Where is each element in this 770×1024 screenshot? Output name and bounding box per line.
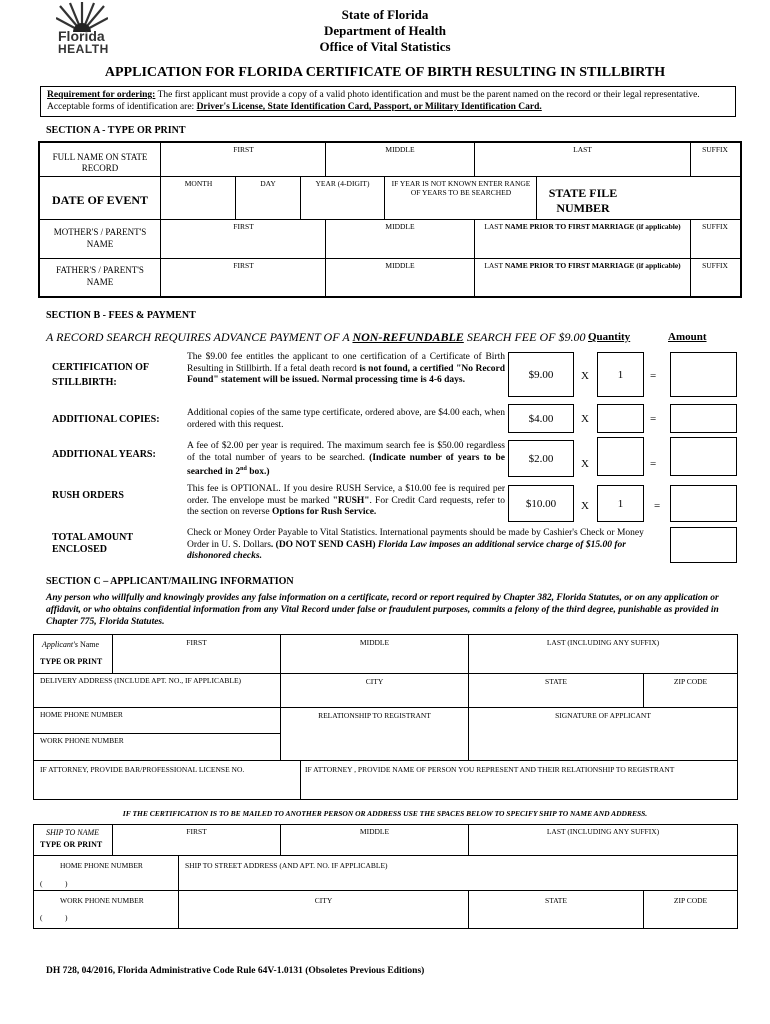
work-phone-field[interactable] xyxy=(36,746,279,759)
name-last-label: LAST xyxy=(573,145,592,154)
ship-work-phone-label: WORK PHONE NUMBER xyxy=(60,896,144,905)
section-a-heading: SECTION A - TYPE OR PRINT xyxy=(46,125,186,136)
florida-health-logo xyxy=(56,2,108,54)
state-file-label: STATE FILE xyxy=(548,186,618,200)
city-field[interactable] xyxy=(282,686,467,706)
signature-label: SIGNATURE OF APPLICANT xyxy=(555,711,651,720)
attorney-represent-field[interactable] xyxy=(302,776,736,798)
year-label: YEAR (4-DIGIT) xyxy=(315,179,370,188)
mother-middle-label: MIDDLE xyxy=(385,222,415,231)
ship-street-label: SHIP TO STREET ADDRESS (AND APT. NO. IF APPLICABLE) xyxy=(185,861,388,870)
rush-price: $10.00 xyxy=(508,485,574,522)
applicant-middle-label: MIDDLE xyxy=(359,638,390,647)
quantity-header: Quantity xyxy=(588,331,631,343)
mother-middle-field[interactable] xyxy=(326,232,473,257)
delivery-address-field[interactable] xyxy=(36,686,279,706)
mother-first-field[interactable] xyxy=(162,232,324,257)
ship-home-phone-paren-open: ( xyxy=(40,879,43,888)
ship-work-phone-paren-close: ) xyxy=(65,913,68,922)
city-label: CITY xyxy=(365,677,384,686)
applicant-first-field[interactable] xyxy=(114,648,279,672)
applicant-last-field[interactable] xyxy=(470,648,736,672)
home-phone-field[interactable] xyxy=(36,720,279,732)
applicant-first-label: FIRST xyxy=(186,638,207,647)
mother-name-label: MOTHER'S / PARENT'S NAME xyxy=(53,227,147,249)
rush-orders-label: RUSH ORDERS xyxy=(52,490,124,501)
header-office: Office of Vital Statistics xyxy=(319,39,451,54)
father-middle-label: MIDDLE xyxy=(385,261,415,270)
ship-to-type-or-print: TYPE OR PRINT xyxy=(40,840,103,849)
state-label: STATE xyxy=(545,677,567,686)
father-suffix-field[interactable] xyxy=(691,271,739,295)
mother-suffix-label: SUFFIX xyxy=(702,222,728,231)
state-file-number-field[interactable] xyxy=(632,178,739,218)
requirement-box xyxy=(40,86,736,117)
attorney-license-field[interactable] xyxy=(36,776,299,798)
full-name-first-field[interactable] xyxy=(162,154,324,175)
additional-years-text: A fee of $2.00 per year is required. The maximum search fee is $50.00 regardless of the total number of years to be searched. (Indicate number of years to be searched in 2nd box.) xyxy=(187,441,505,478)
additional-copies-qty-field[interactable] xyxy=(597,404,644,433)
ship-middle-label: MIDDLE xyxy=(359,827,390,836)
mother-last-field[interactable] xyxy=(475,232,689,257)
ship-to-note: IF THE CERTIFICATION IS TO BE MAILED TO ANOTHER PERSON OR ADDRESS USE THE SPACES BELOW TO SPECIFY SHIP TO NAME AND ADDRESS. xyxy=(122,809,648,818)
false-info-warning: Any person who willfully and knowingly provides any false information on a certificate, record or report required by Chapter 382, Florida Statutes, or on any application or affidavit, or who obtains confidential information from any Vital Record under false or fraudulent purposes, commits a felony of the third degree, punishable as provided in Chapter 775, Florida Statutes. xyxy=(46,593,719,627)
ship-first-field[interactable] xyxy=(114,837,279,854)
section-c-heading: SECTION C – APPLICANT/MAILING INFORMATION xyxy=(46,576,294,587)
date-of-event-label: DATE OF EVENT xyxy=(52,193,149,207)
day-field[interactable] xyxy=(236,190,299,218)
ship-first-label: FIRST xyxy=(186,827,207,836)
search-fee-banner: A RECORD SEARCH REQUIRES ADVANCE PAYMENT OF A NON-REFUNDABLE SEARCH FEE OF $9.00 xyxy=(46,330,586,344)
page-title: APPLICATION FOR FLORIDA CERTIFICATE OF BIRTH RESULTING IN STILLBIRTH xyxy=(104,65,666,80)
year-range-field[interactable] xyxy=(386,198,535,218)
additional-copies-eq: = xyxy=(650,413,657,425)
certification-text: The $9.00 fee entitles the applicant to one certification of a Certificate of Birth Resulting in Stillbirth. If a fetal death record is not found, a certified "No Record Found" statement will be issued. Normal processing time is 4-6 days. xyxy=(187,352,506,385)
additional-years-qty-field[interactable] xyxy=(597,437,644,476)
certification-x: X xyxy=(581,370,589,382)
additional-copies-amount-field[interactable] xyxy=(670,404,737,433)
father-middle-field[interactable] xyxy=(326,271,473,295)
rush-x: X xyxy=(581,500,589,512)
mother-last-prior-label: LAST NAME PRIOR TO FIRST MARRIAGE (if applicable) xyxy=(484,222,681,231)
requirement-id-lead: Acceptable forms of identification are: xyxy=(47,102,197,112)
ship-home-phone-label: HOME PHONE NUMBER xyxy=(60,861,143,870)
certification-eq: = xyxy=(650,370,657,382)
month-field[interactable] xyxy=(162,190,234,218)
ship-middle-field[interactable] xyxy=(282,837,467,854)
father-first-field[interactable] xyxy=(162,271,324,295)
form-footer: DH 728, 04/2016, Florida Administrative Code Rule 64V-1.0131 (Obsoletes Previous Editions) xyxy=(46,966,425,976)
certification-qty-field[interactable]: 1 xyxy=(597,352,644,397)
ship-home-phone-field[interactable] xyxy=(72,874,176,889)
mother-first-label: FIRST xyxy=(233,222,254,231)
ship-state-label: STATE xyxy=(545,896,567,905)
additional-copies-label: ADDITIONAL COPIES: xyxy=(52,414,160,425)
father-suffix-label: SUFFIX xyxy=(702,261,728,270)
ship-city-label: CITY xyxy=(314,896,333,905)
certification-label: CERTIFICATION OF STILLBIRTH: xyxy=(52,362,149,388)
ship-state-field[interactable] xyxy=(470,906,642,927)
year-range-note: IF YEAR IS NOT KNOWN ENTER RANGE OF YEARS TO BE SEARCHED xyxy=(391,179,531,197)
mother-suffix-field[interactable] xyxy=(691,232,739,257)
zip-label: ZIP CODE xyxy=(673,677,708,686)
father-name-label: FATHER'S / PARENT'S NAME xyxy=(56,265,144,287)
additional-copies-x: X xyxy=(581,413,589,425)
attorney-license-label: IF ATTORNEY, PROVIDE BAR/PROFESSIONAL LICENSE NO. xyxy=(40,765,245,774)
year-field[interactable] xyxy=(301,190,383,218)
attorney-represent-label: IF ATTORNEY , PROVIDE NAME OF PERSON YOU REPRESENT AND THEIR RELATIONSHIP TO REGISTRANT xyxy=(305,765,675,774)
rush-orders-text: This fee is OPTIONAL. If you desire RUSH Service, a $10.00 fee is required per order. The envelope must be marked "RUSH". For Credit Card requests, refer to the section on reverse Options for Rush Service. xyxy=(187,484,505,517)
applicant-last-label: LAST (INCLUDING ANY SUFFIX) xyxy=(546,638,660,647)
additional-years-x: X xyxy=(581,458,589,470)
state-field[interactable] xyxy=(470,686,642,706)
certification-price: $9.00 xyxy=(508,352,574,397)
relationship-field[interactable] xyxy=(282,722,467,759)
state-file-number-label: NUMBER xyxy=(556,201,610,215)
rush-amount-field[interactable] xyxy=(670,485,737,522)
name-first-label: FIRST xyxy=(233,145,254,154)
applicant-name-label: Applicant's Name xyxy=(42,640,100,649)
month-label: MONTH xyxy=(184,179,213,188)
logo-text-florida: Florida xyxy=(58,28,105,44)
father-first-label: FIRST xyxy=(233,261,254,270)
home-phone-label: HOME PHONE NUMBER xyxy=(40,710,123,719)
ship-to-name-label: SHIP TO NAME xyxy=(46,828,100,837)
requirement-text: The first applicant must provide a copy of a valid photo identification and must be the parent named on the record or their legal representative. xyxy=(155,90,700,100)
zip-field[interactable] xyxy=(645,686,736,706)
header-state: State of Florida xyxy=(341,7,429,22)
additional-years-eq: = xyxy=(650,458,657,470)
full-name-label: FULL NAME ON STATE RECORD xyxy=(52,152,148,173)
ship-work-phone-paren-open: ( xyxy=(40,913,43,922)
applicant-middle-field[interactable] xyxy=(282,648,467,672)
total-amount-label: TOTAL AMOUNT ENCLOSED xyxy=(52,532,133,555)
section-b-heading: SECTION B - FEES & PAYMENT xyxy=(46,310,196,321)
additional-years-amount-field[interactable] xyxy=(670,437,737,476)
day-label: DAY xyxy=(260,179,276,188)
total-payment-text: Check or Money Order Payable to Vital Statistics. International payments should be made by Cashier's Check or Money Order in U. S. Dollars. (DO NOT SEND CASH) Florida Law imposes an additional service charge of $15.00 for dishonored checks. xyxy=(187,528,644,561)
rush-eq: = xyxy=(654,500,661,512)
ship-work-phone-field[interactable] xyxy=(72,908,176,927)
additional-copies-text: Additional copies of the same type certificate, ordered above, are $4.00 each, when ordered with this request. xyxy=(187,408,505,430)
header-department: Department of Health xyxy=(323,23,447,38)
ship-last-field[interactable] xyxy=(470,837,736,854)
father-last-field[interactable] xyxy=(475,271,689,295)
total-amount-field[interactable] xyxy=(670,527,737,563)
ship-zip-label: ZIP CODE xyxy=(673,896,708,905)
additional-years-price: $2.00 xyxy=(508,440,574,477)
name-suffix-label: SUFFIX xyxy=(702,145,728,154)
signature-field[interactable] xyxy=(470,722,736,759)
full-name-middle-field[interactable] xyxy=(326,154,473,175)
ship-city-field[interactable] xyxy=(180,906,467,927)
applicant-type-or-print: TYPE OR PRINT xyxy=(40,657,103,666)
ship-zip-field[interactable] xyxy=(645,906,736,927)
delivery-address-label: DELIVERY ADDRESS (INCLUDE APT. NO., IF APPLICABLE) xyxy=(40,676,242,685)
ship-street-field[interactable] xyxy=(180,871,736,889)
rush-qty-field[interactable]: 1 xyxy=(597,485,644,522)
ship-last-label: LAST (INCLUDING ANY SUFFIX) xyxy=(546,827,660,836)
relationship-label: RELATIONSHIP TO REGISTRANT xyxy=(318,711,431,720)
additional-copies-price: $4.00 xyxy=(508,404,574,433)
full-name-suffix-field[interactable] xyxy=(691,154,739,175)
requirement-id-list: Driver's License, State Identification Card, Passport, or Military Identification Card. xyxy=(196,102,542,112)
requirement-label: Requirement for ordering: xyxy=(47,90,156,100)
father-last-prior-label: LAST NAME PRIOR TO FIRST MARRIAGE (if applicable) xyxy=(484,261,681,270)
additional-years-label: ADDITIONAL YEARS: xyxy=(52,449,156,460)
certification-amount-field[interactable] xyxy=(670,352,737,397)
logo-text-health: HEALTH xyxy=(58,42,109,56)
amount-header: Amount xyxy=(668,331,707,343)
work-phone-label: WORK PHONE NUMBER xyxy=(40,736,124,745)
ship-home-phone-paren-close: ) xyxy=(65,879,68,888)
name-middle-label: MIDDLE xyxy=(385,145,415,154)
full-name-last-field[interactable] xyxy=(475,154,689,175)
